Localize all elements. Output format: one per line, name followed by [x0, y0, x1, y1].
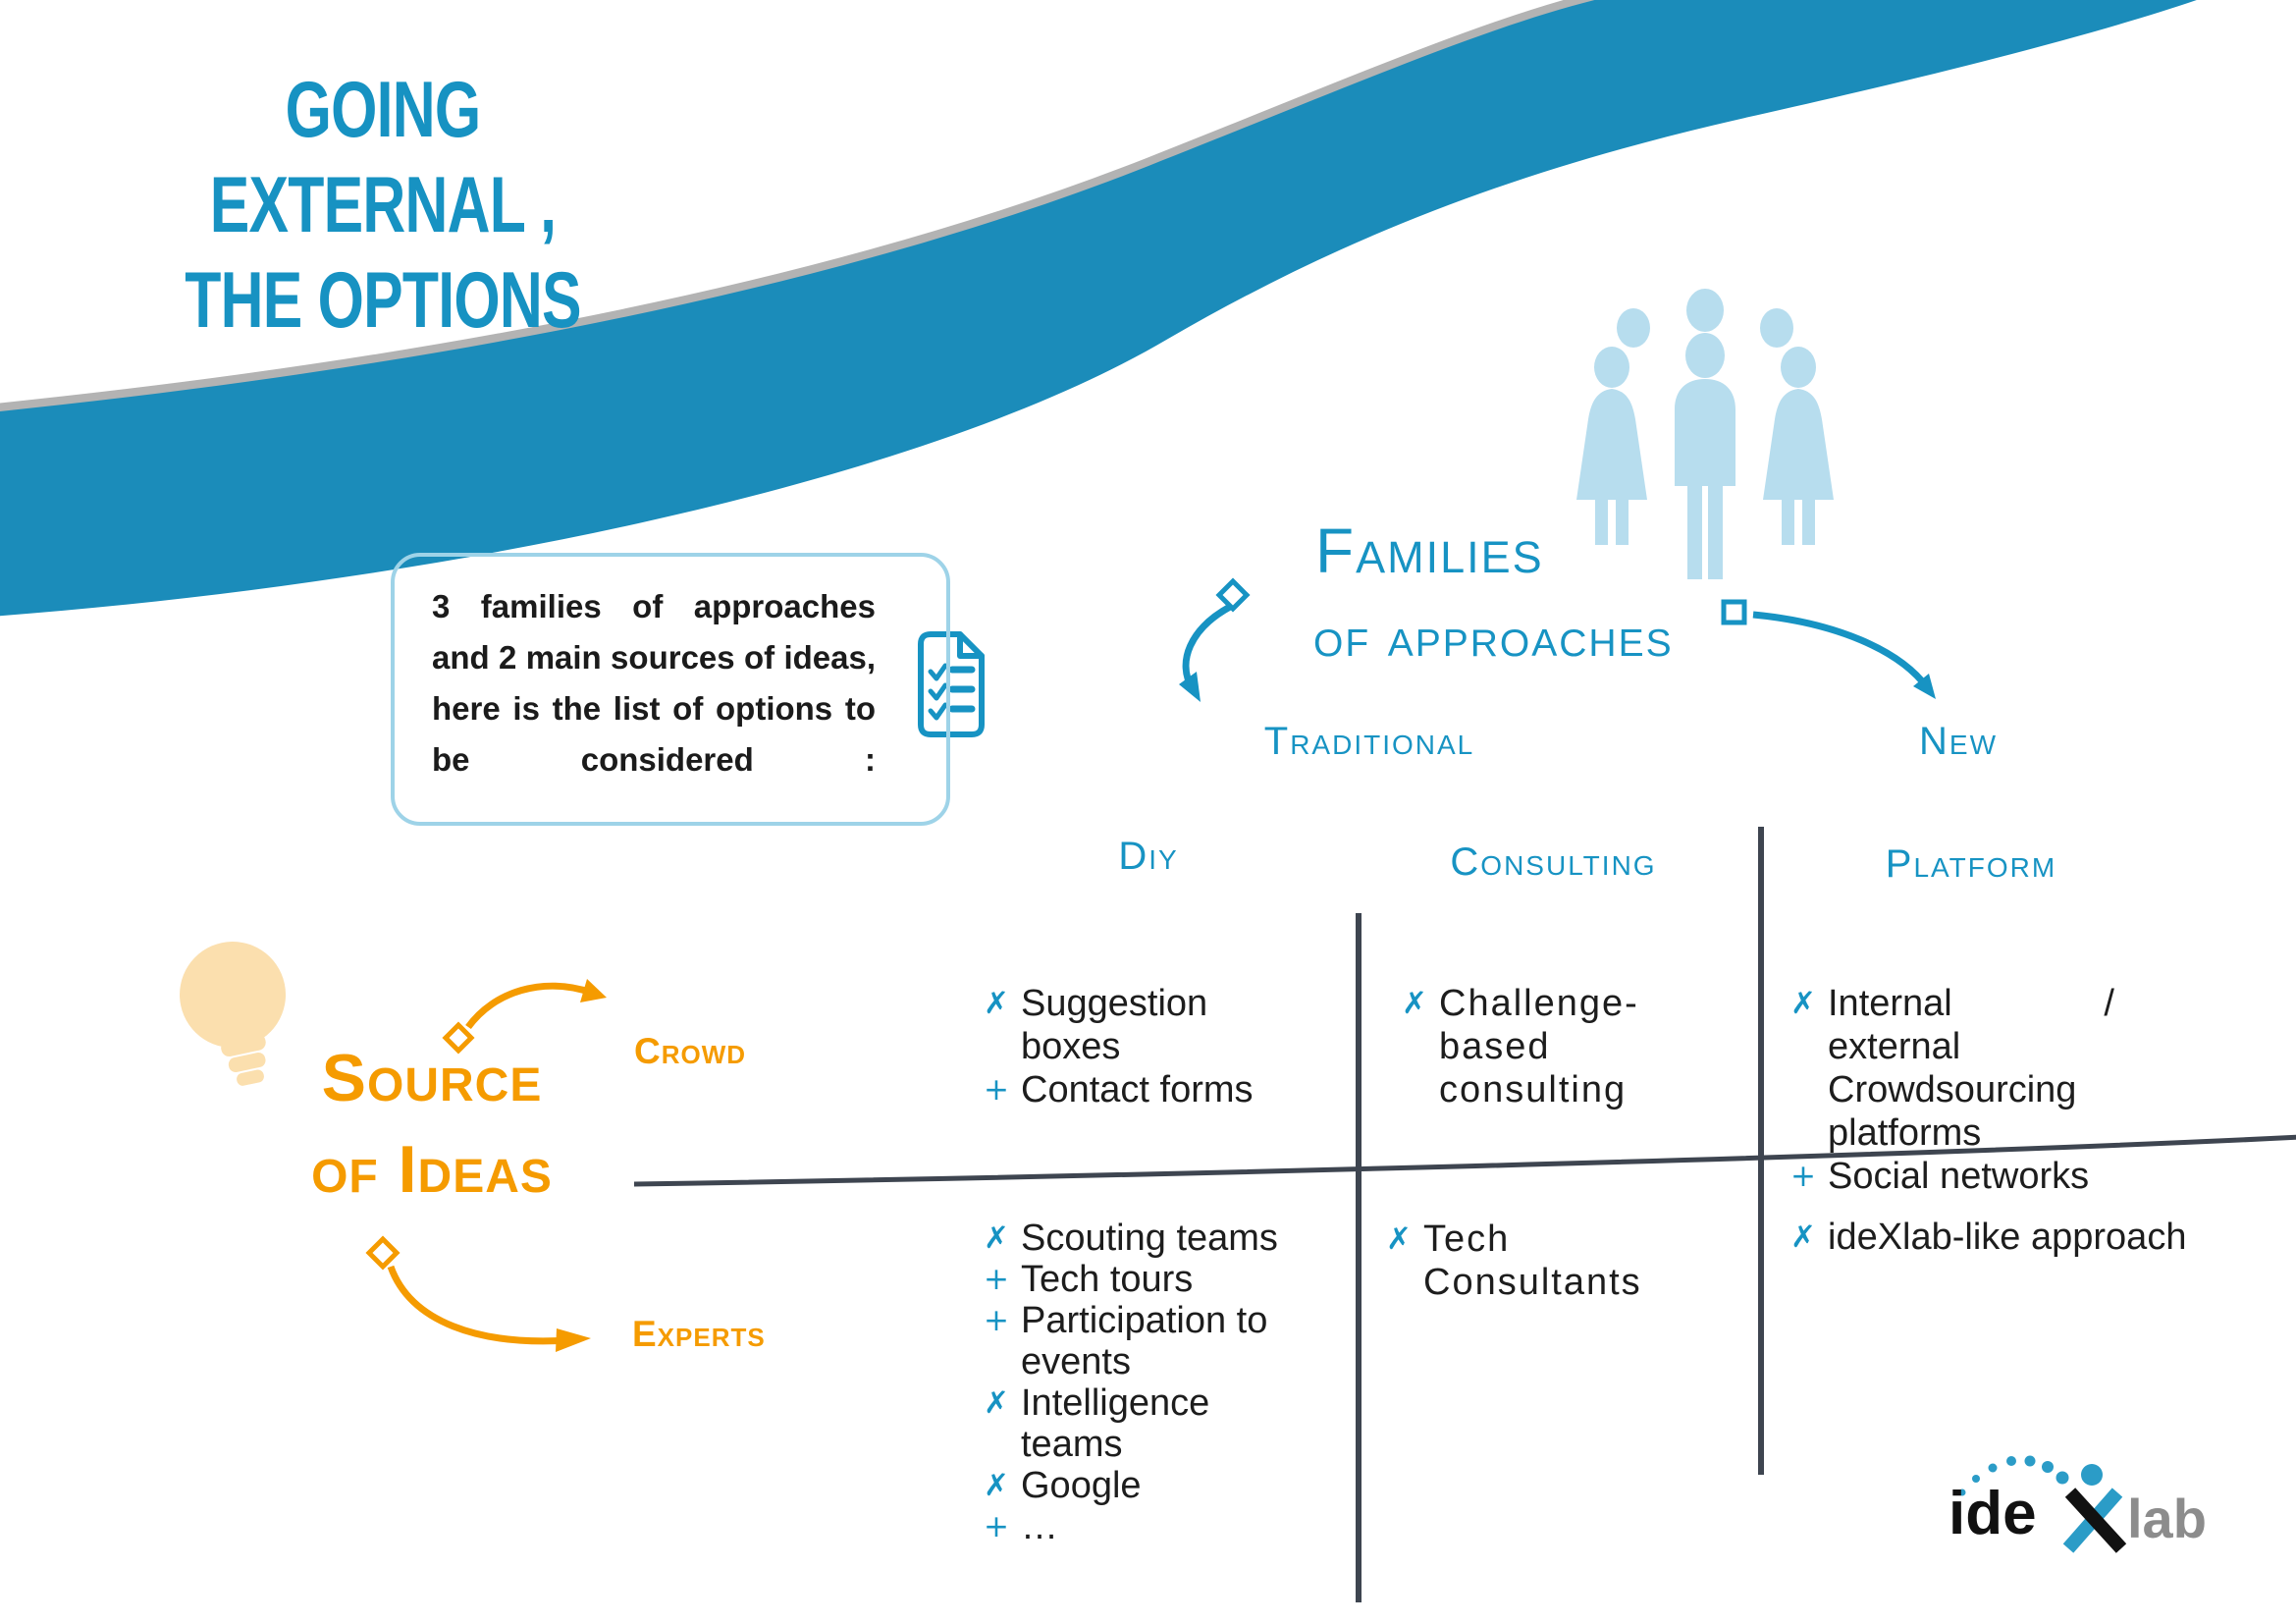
- list-item-text: Internal / external Crowdsourcing platforms: [1828, 983, 2114, 1154]
- list-item: [1790, 1155, 2114, 1198]
- source-label-line1: Source: [321, 1041, 543, 1115]
- x-bullet-icon: ✗: [984, 1220, 1009, 1256]
- x-bullet-icon: ✗: [984, 1385, 1009, 1421]
- traditional-label: Traditional: [1263, 720, 1475, 763]
- slide-title: [185, 63, 582, 349]
- cell-experts-platform: [1790, 1216, 2203, 1259]
- x-bullet-icon: ✗: [1790, 1219, 1816, 1255]
- list-item-text: Tech tours: [1021, 1259, 1194, 1300]
- list-item: [984, 1506, 1308, 1547]
- cell-crowd-platform: [1790, 982, 2114, 1198]
- source-of-ideas-label: [290, 1033, 574, 1216]
- logo-lab-text: lab: [2127, 1488, 2207, 1549]
- slide-title-line2: THE OPTIONS: [185, 256, 581, 345]
- column-header-platform: Platform: [1885, 842, 2057, 886]
- arrow-to-traditional: [1179, 581, 1247, 702]
- logo-x-figure: [2068, 1464, 2121, 1548]
- list-item-text: ideXlab-like approach: [1828, 1217, 2187, 1258]
- families-label-line1: Families: [1315, 515, 1544, 586]
- list-item-text: Social networks: [1828, 1156, 2090, 1197]
- column-header-diy: Diy: [1118, 835, 1179, 878]
- source-label-line2: of Ideas: [311, 1132, 553, 1207]
- experts-row-label: Experts: [632, 1314, 766, 1354]
- list-item: [1790, 982, 2114, 1155]
- list-item-text: …: [1021, 1506, 1058, 1547]
- x-bullet-icon: ✗: [1790, 986, 1816, 1021]
- list-item-text: Tech Consultants: [1423, 1218, 1642, 1303]
- cell-crowd-consulting: [1402, 982, 1662, 1111]
- x-bullet-icon: ✗: [1402, 986, 1427, 1021]
- lightbulb-icon: [170, 932, 303, 1095]
- list-item: [1402, 982, 1662, 1111]
- list-item: [984, 1300, 1308, 1382]
- list-item-text: Contact forms: [1021, 1069, 1254, 1110]
- idexlab-logo: [1949, 1445, 2214, 1568]
- list-item-text: Scouting teams: [1021, 1218, 1278, 1259]
- slide-title-line1: GOING EXTERNAL ,: [209, 66, 557, 249]
- column-header-consulting: Consulting: [1450, 840, 1657, 884]
- list-item: [984, 1465, 1308, 1506]
- x-bullet-icon: ✗: [984, 1468, 1009, 1503]
- plus-bullet-icon: +: [984, 1303, 1009, 1338]
- list-item-text: Participation to events: [1021, 1300, 1268, 1382]
- list-item: [984, 1259, 1308, 1300]
- cell-experts-consulting: [1386, 1218, 1720, 1304]
- people-group-icon: [1576, 289, 1834, 579]
- list-item: [984, 1218, 1308, 1259]
- plus-bullet-icon: +: [984, 1509, 1009, 1544]
- x-bullet-icon: ✗: [1386, 1221, 1412, 1257]
- list-item-text: Suggestion boxes: [1021, 983, 1208, 1067]
- arrow-to-new: [1724, 602, 1936, 699]
- list-item-text: Google: [1021, 1465, 1142, 1506]
- list-item-text: Challenge-based consulting: [1439, 983, 1639, 1110]
- list-item: [1386, 1218, 1720, 1304]
- intro-text: 3 families of approaches and 2 main sources of ideas, here is the list of options to be considered :: [432, 588, 876, 778]
- logo-ide-text: ide: [1949, 1480, 2037, 1547]
- x-bullet-icon: ✗: [984, 986, 1009, 1021]
- list-item: [984, 982, 1308, 1068]
- families-label-line2: of approaches: [1313, 606, 1674, 668]
- cell-experts-diy: [984, 1218, 1308, 1547]
- list-item: [1790, 1216, 2203, 1259]
- plus-bullet-icon: +: [984, 1262, 1009, 1297]
- crowd-row-label: Crowd: [634, 1031, 747, 1071]
- new-label: New: [1919, 720, 1998, 763]
- list-item-text: Intelligence teams: [1021, 1382, 1210, 1465]
- arrow-to-experts: [369, 1239, 591, 1352]
- plus-bullet-icon: +: [984, 1072, 1009, 1108]
- plus-bullet-icon: +: [1790, 1159, 1816, 1194]
- list-item: [984, 1382, 1308, 1465]
- list-item: [984, 1068, 1308, 1111]
- cell-crowd-diy: [984, 982, 1308, 1111]
